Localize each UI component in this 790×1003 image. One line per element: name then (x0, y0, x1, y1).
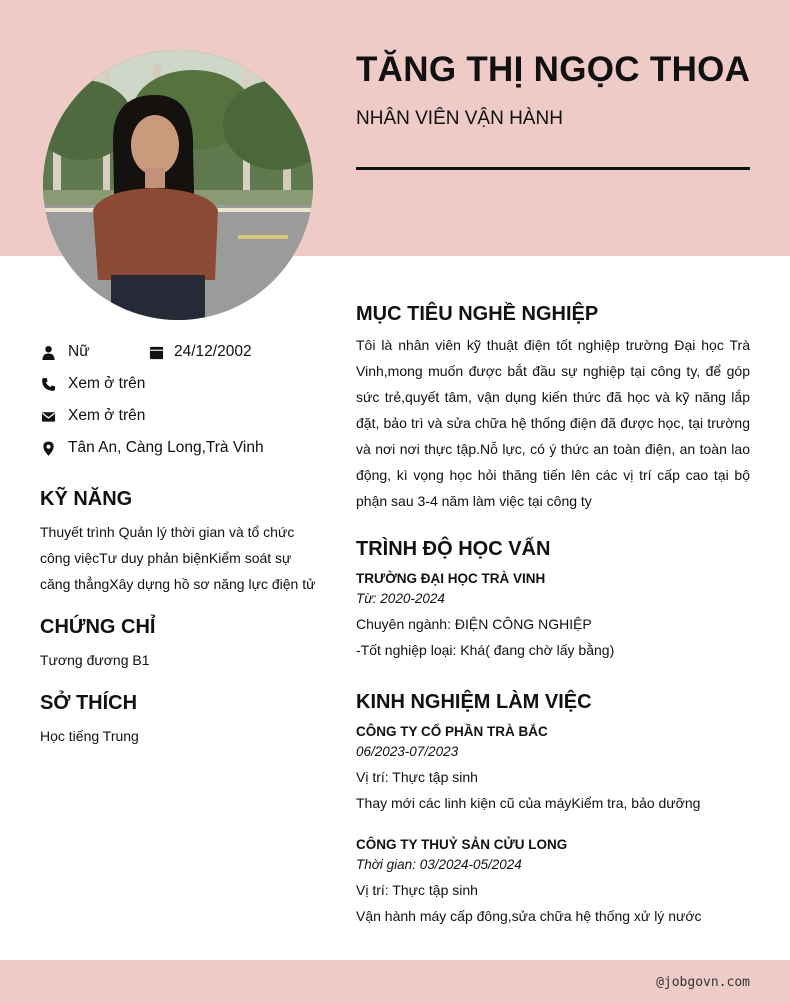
portrait-illustration (43, 50, 313, 320)
contact-gender (40, 343, 90, 361)
calendar-icon (148, 344, 164, 360)
experience-job (356, 724, 750, 816)
job-description: Vận hành máy cấp đông,sửa chữa hệ thống xử lý nước (356, 908, 702, 924)
location-pin-icon (40, 440, 56, 456)
objective-text: Tôi là nhân viên kỹ thuật điện tốt nghiệp trường Đại học Trà Vinh,mong muốn được bắt đầu sự nghiệp tại công ty, để góp sức trẻ,quyết tâm, vận dụng kiến thức đã học và kỹ năng lắp đặt, bảo trì và sửa chữa hệ thống điện đã được học, tại trường và nơi nơi thực tập.Nỗ lực, có ý thức an toàn điện, an toàn lao động, kì vọng học hỏi thăng tiến lên các vị trí cấp cao tại bộ phận sau 3-4 năm làm việc tại công ty (356, 337, 750, 509)
education-entry (356, 571, 750, 663)
address-value: Tân An, Càng Long,Trà Vinh (68, 439, 264, 456)
job-position: Vị trí: Thực tập sinh (356, 882, 478, 898)
email-value: Xem ở trên (68, 407, 146, 424)
candidate-name: TĂNG THỊ NGỌC THOA (356, 50, 751, 89)
experience-job (356, 837, 750, 929)
contact-phone (40, 375, 145, 393)
gender-value: Nữ (68, 343, 90, 360)
experience-title: KINH NGHIỆM LÀM VIỆC (356, 691, 592, 713)
job-period: Thời gian: 03/2024-05/2024 (356, 857, 522, 872)
job-position: Vị trí: Thực tập sinh (356, 769, 478, 785)
job-description: Thay mới các linh kiện cũ của máyKiểm tra, bảo dưỡng (356, 795, 701, 811)
candidate-role: NHÂN VIÊN VẬN HÀNH (356, 108, 563, 129)
objective-title: MỤC TIÊU NGHỀ NGHIỆP (356, 303, 599, 325)
name-divider (356, 167, 750, 170)
education-school: TRƯỜNG ĐẠI HỌC TRÀ VINH (356, 571, 546, 586)
footer-watermark: @jobgovn.com (656, 975, 750, 990)
contact-email (40, 407, 145, 425)
education-period: Từ: 2020-2024 (356, 591, 445, 606)
person-icon (40, 344, 56, 360)
job-company: CÔNG TY CỔ PHẦN TRÀ BẮC (356, 724, 548, 739)
certificates-text: Tương đương B1 (40, 652, 150, 668)
contact-birthday (148, 343, 252, 361)
contact-address (40, 439, 264, 457)
mail-icon (40, 408, 56, 424)
phone-icon (40, 376, 56, 392)
birthday-value: 24/12/2002 (174, 343, 252, 360)
profile-photo (43, 50, 313, 320)
hobbies-title: SỞ THÍCH (40, 692, 138, 714)
certificates-title: CHỨNG CHỈ (40, 616, 156, 638)
phone-value: Xem ở trên (68, 375, 146, 392)
skills-text: Thuyết trình Quản lý thời gian và tổ chức công việcTư duy phản biệnKiểm soát sự căng thẳngXây dựng hồ sơ năng lực điện tử (40, 524, 316, 592)
job-company: CÔNG TY THUỶ SẢN CỬU LONG (356, 837, 568, 852)
hobbies-text: Học tiếng Trung (40, 728, 139, 744)
education-major: Chuyên ngành: ĐIỆN CÔNG NGHIỆP (356, 616, 592, 632)
education-grade: -Tốt nghiệp loại: Khá( đang chờ lấy bằng) (356, 642, 615, 658)
job-period: 06/2023-07/2023 (356, 744, 459, 759)
education-title: TRÌNH ĐỘ HỌC VẤN (356, 538, 551, 560)
skills-title: KỸ NĂNG (40, 488, 133, 510)
